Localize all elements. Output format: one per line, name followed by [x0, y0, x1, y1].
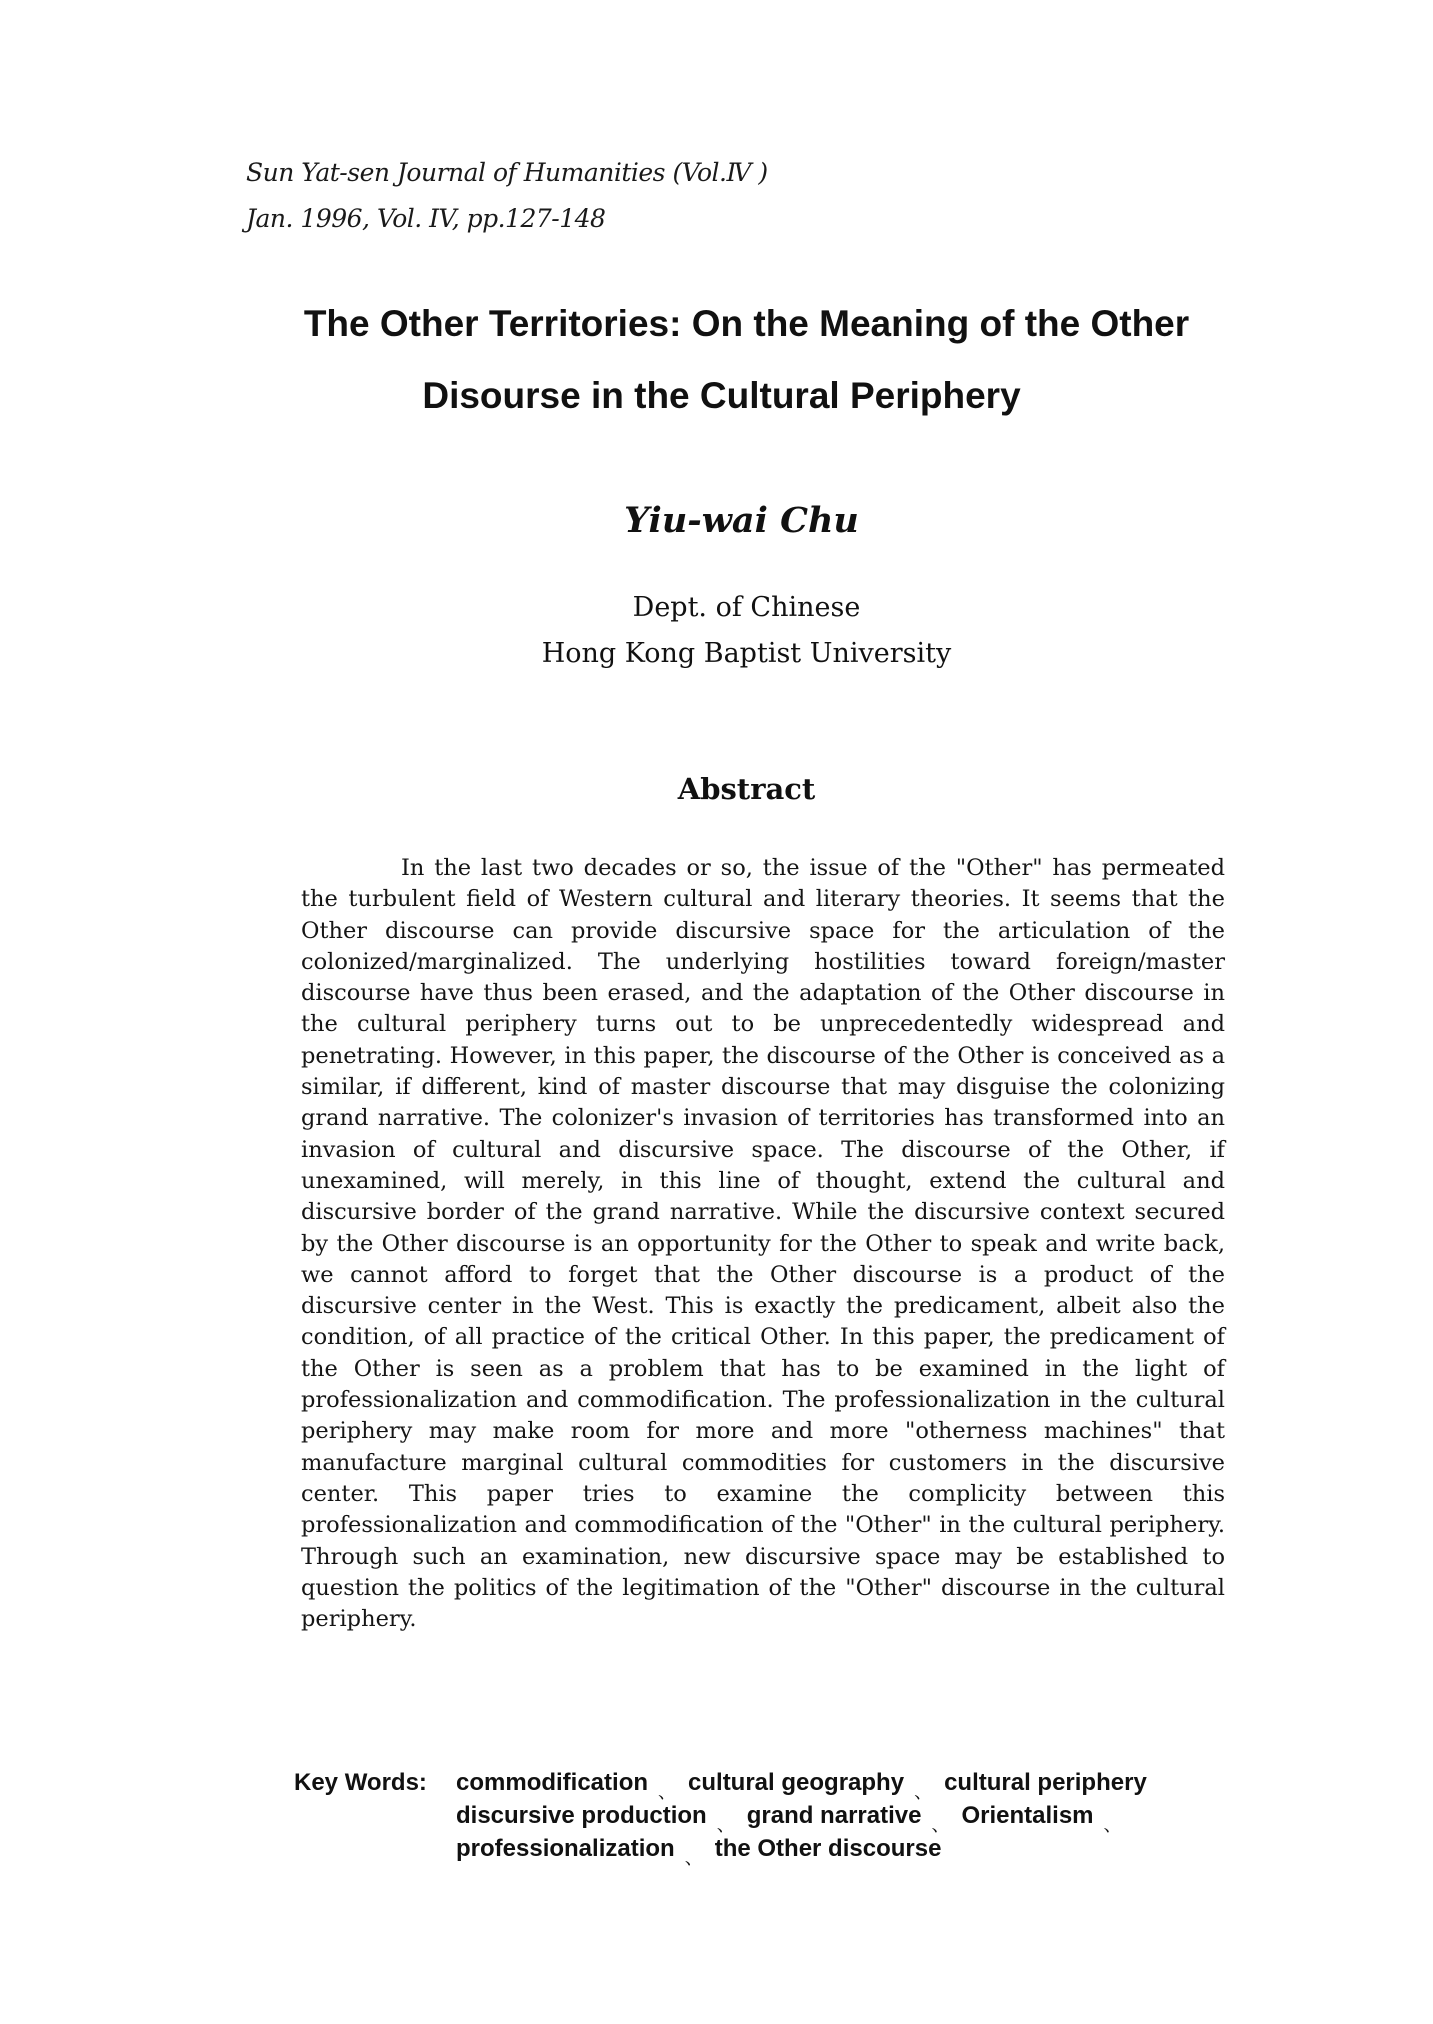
paper-title-line-1: The Other Territories: On the Meaning of the Other: [303, 303, 1190, 344]
keywords-list: [456, 1767, 1256, 1866]
author-name: Yiu-wai Chu: [624, 500, 859, 541]
keyword-item: the Other discourse: [714, 1835, 942, 1862]
author-department: Dept. of Chinese: [632, 592, 861, 623]
keyword-separator: 、: [1103, 1815, 1122, 1835]
keyword-item: cultural geography: [688, 1769, 905, 1796]
keyword-item: grand narrative: [746, 1802, 922, 1829]
keyword-item: commodification: [456, 1769, 649, 1796]
abstract-heading: Abstract: [677, 772, 816, 806]
keywords-line: [456, 1800, 1256, 1833]
paper-title-line-2: Disourse in the Cultural Periphery: [422, 375, 1021, 416]
journal-name: Sun Yat-sen Journal of Humanities (Vol.Ⅳ ): [246, 158, 768, 187]
keyword-separator: 、: [716, 1815, 735, 1835]
keyword-item: cultural periphery: [944, 1769, 1147, 1796]
abstract-body: In the last two decades or so, the issue of the "Other" has permeated the turbulent field of Western cultural and literary theories. It seems that the Other discourse can provide discursive space for the articulation of the colonized/marginalized. The underlying hostilities toward foreign/master discourse have thus been erased, and the adaptation of the Other discourse in the cultural periphery turns out to be unprecedentedly widespread and penetrating. However, in this paper, the discourse of the Other is conceived as a similar, if different, kind of master discourse that may disguise the colonizing grand narrative. The colonizer's invasion of territories has transformed into an invasion of cultural and discursive space. The discourse of the Other, if unexamined, will merely, in this line of thought, extend the cultural and discursive border of the grand narrative. While the discursive context secured by the Other discourse is an opportunity for the Other to speak and write back, we cannot afford to forget that the Other discourse is a product of the discursive center in the West. This is exactly the predicament, albeit also the condition, of all practice of the critical Other. In this paper, the predicament of the Other is seen as a problem that has to be examined in the light of professionalization and commodification. The professionalization in the cultural periphery may make room for more and more "otherness machines" that manufacture marginal cultural commodities for customers in the discursive center. This paper tries to examine the complicity between this professionalization and commodification of the "Other" in the cultural periphery. Through such an examination, new discursive space may be established to question the politics of the legitimation of the "Other" discourse in the cultural periphery.: [301, 855, 1225, 1633]
journal-issue: Jan. 1996, Vol. IV, pp.127-148: [246, 204, 606, 233]
keyword-separator: 、: [684, 1848, 703, 1868]
keyword-item: discursive production: [456, 1802, 707, 1829]
keywords-line: [456, 1833, 1256, 1866]
author-university: Hong Kong Baptist University: [541, 638, 952, 669]
keyword-separator: 、: [931, 1815, 950, 1835]
paper-title: [0, 288, 1433, 432]
author-affiliation: [0, 585, 1433, 677]
keywords-label: Key Words:: [294, 1769, 427, 1796]
keywords-line: [456, 1767, 1256, 1800]
keyword-item: Orientalism: [961, 1802, 1094, 1829]
keyword-separator: 、: [914, 1782, 933, 1802]
keyword-item: professionalization: [456, 1835, 675, 1862]
keyword-separator: 、: [658, 1782, 677, 1802]
